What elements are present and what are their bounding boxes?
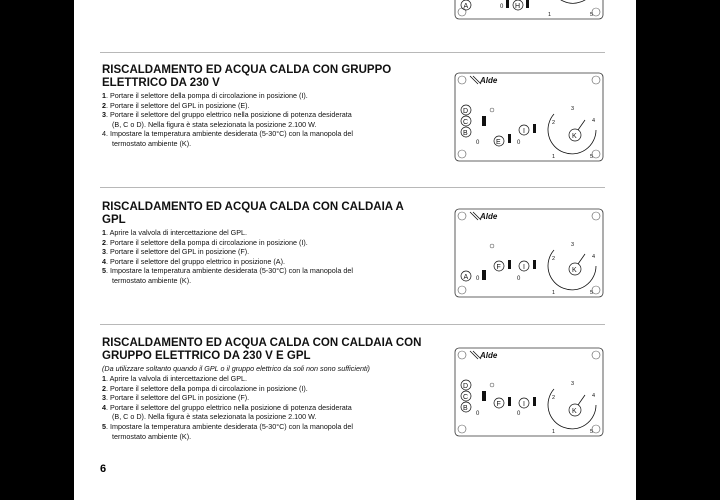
- step-list: [102, 91, 422, 149]
- panel-label-a: A: [463, 3, 469, 10]
- panel-label-i: I: [523, 128, 525, 135]
- dial-tick: 4: [592, 393, 596, 399]
- panel-label-d: D: [463, 383, 469, 390]
- section-electric: [102, 64, 422, 149]
- step-item: 3. Portare il selettore del gruppo elettrico nella posizione di potenza desiderata (B, C o D). Nella figura è stata selezionata la posizione 2.100 W.: [102, 110, 352, 129]
- alde-logo: Alde: [480, 76, 498, 85]
- dial-tick: 2: [552, 120, 556, 126]
- panel-zero: 0: [517, 411, 521, 417]
- manual-page: [74, 0, 636, 500]
- dial-tick: 1: [552, 154, 556, 160]
- panel-label-c: C: [463, 119, 469, 126]
- panel-knob-k: K: [572, 267, 577, 274]
- section-divider: [100, 324, 605, 325]
- control-panel-partial: [454, 0, 604, 20]
- dial-tick: 5: [590, 290, 594, 296]
- section-divider: [100, 187, 605, 188]
- panel-zero: 0: [517, 140, 521, 146]
- step-item: 2. Portare il selettore della pompa di circolazione in posizione (I).: [102, 237, 308, 247]
- step-list: [102, 228, 422, 286]
- panel-label-i: I: [523, 401, 525, 408]
- dial-tick: 3: [571, 242, 575, 248]
- dial-tick-1: 1: [548, 12, 552, 18]
- step-item: 3. Portare il selettore del GPL in posizione (F).: [102, 247, 250, 257]
- panel-label-d: D: [463, 108, 469, 115]
- panel-zero: 0: [517, 276, 521, 282]
- step-item: 2. Portare il selettore della pompa di circolazione in posizione (I).: [102, 383, 308, 393]
- step-item: 4. Portare il selettore del gruppo elettrico in posizione (A).: [102, 256, 285, 266]
- page-number: 6: [100, 463, 107, 475]
- section-title: RISCALDAMENTO ED ACQUA CALDA CON CALDAIA A GPL: [102, 201, 404, 226]
- dial-tick: 2: [552, 395, 556, 401]
- panel-zero: 0: [476, 140, 480, 146]
- section-note: (Da utilizzare soltanto quando il GPL o il gruppo elettrico da soli non sono sufficienti): [102, 364, 370, 373]
- step-item: 3. Portare il selettore del GPL in posizione (F).: [102, 393, 250, 403]
- panel-zero: 0: [500, 4, 504, 10]
- step-item: 4. Portare il selettore del gruppo elettrico nella posizione di potenza desiderata (B, C o D). Nella figura è stata selezionata la posizione 2.100 W.: [102, 402, 352, 422]
- step-item: 1. Portare il selettore della pompa di circolazione in posizione (I).: [102, 91, 308, 100]
- dial-tick: 5: [590, 429, 594, 435]
- panel-label-h: H: [515, 3, 521, 10]
- panel-label-b: B: [463, 130, 468, 137]
- section-title: RISCALDAMENTO ED ACQUA CALDA CON GRUPPO ELETTRICO DA 230 V: [102, 64, 392, 89]
- dial-tick: 3: [571, 381, 575, 387]
- panel-label-f: F: [496, 264, 501, 271]
- dial-tick: 4: [592, 254, 596, 260]
- section-combined: [102, 337, 422, 441]
- section-gas: [102, 201, 422, 286]
- dial-tick: 1: [552, 429, 556, 435]
- control-panel-electric: [454, 72, 604, 162]
- panel-label-c: C: [463, 394, 469, 401]
- panel-zero: 0: [476, 411, 480, 417]
- panel-label-b: B: [463, 405, 468, 412]
- dial-tick: 2: [552, 256, 556, 262]
- panel-zero: 0: [476, 276, 480, 282]
- panel-label-e: E: [496, 139, 501, 146]
- alde-logo: Alde: [480, 212, 498, 221]
- dial-tick-5: 5: [590, 12, 594, 18]
- dial-tick: 5: [590, 154, 594, 160]
- step-item: 5. Impostare la temperatura ambiente desiderata (5-30°C) con la manopola del termostato ambiente (K).: [102, 421, 353, 441]
- alde-logo: Alde: [480, 351, 498, 360]
- step-item: 1. Aprire la valvola di intercettazione del GPL.: [102, 228, 248, 237]
- panel-knob-k: K: [572, 408, 577, 415]
- control-panel-gas: [454, 208, 604, 298]
- step-item: 2. Portare il selettore del GPL in posizione (E).: [102, 100, 250, 110]
- panel-label-f: F: [496, 401, 501, 408]
- section-divider: [100, 52, 605, 53]
- dial-tick: 1: [552, 290, 556, 296]
- step-item: 1. Aprire la valvola di intercettazione del GPL.: [102, 374, 248, 383]
- panel-label-i: I: [523, 264, 525, 271]
- panel-knob-k: K: [572, 133, 577, 140]
- step-item: 5. Impostare la temperatura ambiente desiderata (5-30°C) con la manopola del termostato ambiente (K).: [102, 266, 353, 285]
- step-item: 4. Impostare la temperatura ambiente desiderata (5-30°C) con la manopola del termostato ambiente (K).: [102, 129, 353, 148]
- step-list: [102, 374, 422, 441]
- dial-tick: 3: [571, 106, 575, 112]
- control-panel-combined: [454, 347, 604, 437]
- panel-label-a: A: [463, 274, 469, 281]
- section-title: RISCALDAMENTO ED ACQUA CALDA CON CALDAIA CON GRUPPO ELETTRICO DA 230 V E GPL: [102, 337, 422, 362]
- dial-tick: 4: [592, 118, 596, 124]
